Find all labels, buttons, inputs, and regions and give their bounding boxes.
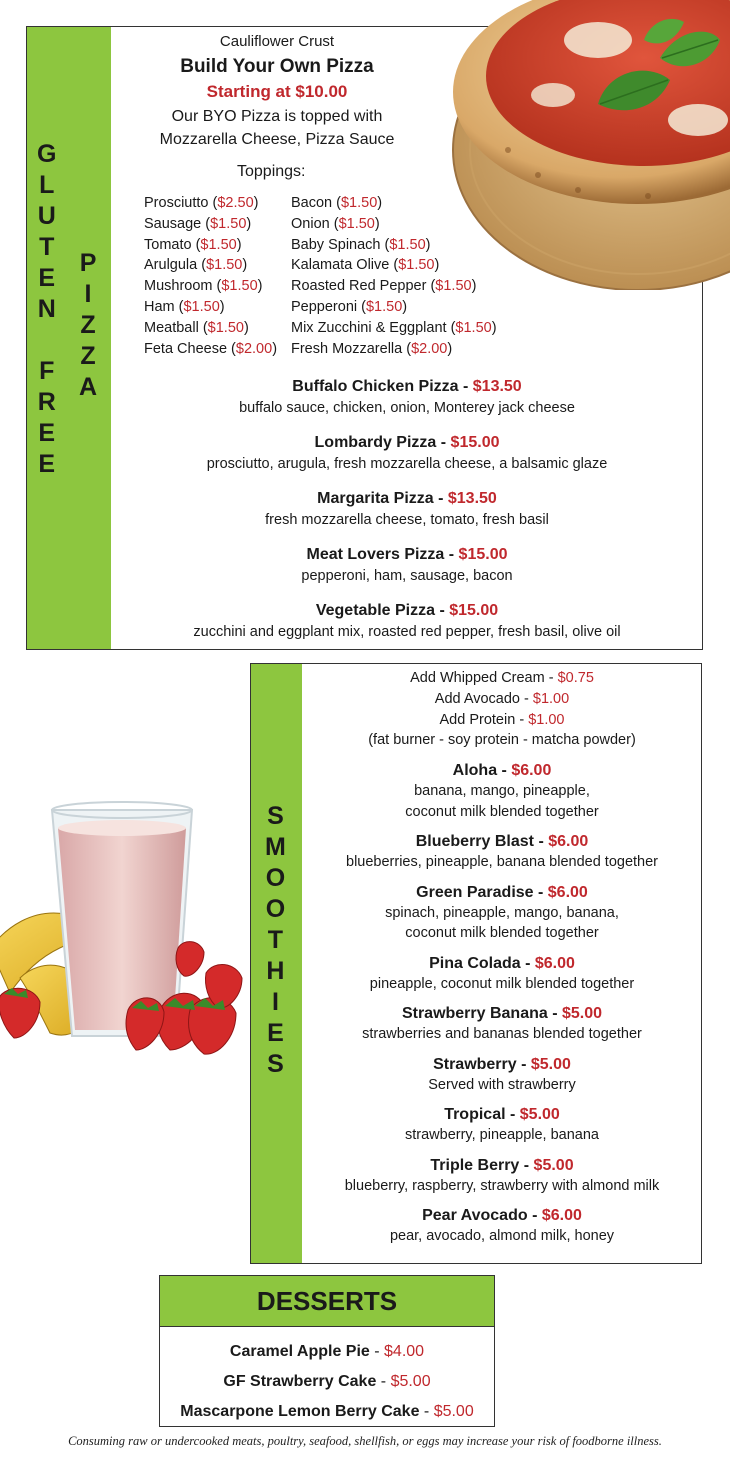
- vertical-letter: T: [267, 926, 284, 954]
- pizza-item-description: buffalo sauce, chicken, onion, Monterey jack cheese: [239, 400, 575, 416]
- price-dash: -: [458, 378, 473, 395]
- topping-item: [144, 255, 277, 276]
- price-dash: -: [419, 1403, 434, 1420]
- topping-item: [144, 235, 277, 256]
- topping-name: Ham: [144, 298, 175, 315]
- dessert-item-name: Caramel Apple Pie: [229, 1343, 370, 1360]
- vertical-letter: N: [37, 295, 56, 323]
- topping-paren-close: ): [243, 319, 249, 336]
- smoothie-item-description: coconut milk blended together: [405, 925, 599, 942]
- vertical-letter: S: [267, 802, 284, 830]
- smoothie-item-title: [302, 1104, 702, 1125]
- topping-paren-close: ): [257, 278, 263, 295]
- addon-note: (fat burner - soy protein - matcha powder): [368, 732, 636, 749]
- pizza-item-description: prosciutto, arugula, fresh mozzarella cheese, a balsamic glaze: [206, 456, 608, 472]
- pizza-item-price: $15.00: [450, 434, 500, 451]
- price-dash: -: [516, 1055, 531, 1073]
- topping-paren-close: ): [471, 278, 477, 295]
- smoothie-item-description: blueberries, pineapple, banana blended together: [346, 854, 658, 871]
- pizza-item-title: [112, 600, 702, 622]
- topping-paren-open: (: [198, 319, 208, 336]
- smoothie-item-description: pineapple, coconut milk blended together: [369, 975, 635, 992]
- topping-paren-open: (: [402, 340, 412, 357]
- price-dash: -: [519, 1156, 534, 1174]
- vertical-letter: E: [38, 450, 56, 478]
- smoothie-item-title: [302, 831, 702, 852]
- topping-paren-open: (: [227, 340, 236, 357]
- smoothie-item-description: coconut milk blended together: [405, 803, 599, 820]
- vertical-letter: G: [37, 140, 57, 168]
- addon-item: [302, 710, 702, 731]
- pizza-item: [112, 376, 702, 418]
- vertical-letter: R: [37, 388, 56, 416]
- topping-item: [291, 276, 497, 297]
- topping-price: $1.50: [455, 319, 492, 336]
- topping-name: Meatball: [144, 319, 199, 336]
- topping-price: $1.50: [221, 278, 258, 295]
- vertical-letter: S: [267, 1050, 284, 1078]
- smoothie-item-name: Green Paradise: [416, 883, 534, 901]
- topping-item: [144, 297, 277, 318]
- vertical-letter: E: [267, 1019, 284, 1047]
- smoothie-item-title: [302, 1155, 702, 1176]
- dessert-item: [160, 1397, 494, 1427]
- price-dash: -: [533, 883, 548, 901]
- topping-paren-open: (: [191, 236, 201, 253]
- topping-paren-close: ): [434, 257, 440, 274]
- smoothie-item-name: Tropical: [444, 1106, 506, 1124]
- topping-paren-close: ): [377, 195, 383, 211]
- pizza-item-name: Margarita Pizza: [317, 490, 434, 507]
- topping-price: $1.50: [340, 195, 378, 211]
- topping-item: [144, 214, 277, 235]
- addon-price: $1.00: [532, 690, 570, 707]
- topping-price: $1.50: [183, 298, 220, 315]
- vertical-letter: T: [39, 233, 55, 261]
- topping-price: $1.50: [206, 257, 243, 274]
- pizza-item-description: fresh mozzarella cheese, tomato, fresh basil: [265, 512, 549, 528]
- smoothie-item: [302, 1205, 702, 1247]
- topping-item: [291, 297, 497, 318]
- topping-name: Fresh Mozzarella: [291, 340, 403, 357]
- price-dash: -: [527, 1207, 542, 1225]
- addon-name: Add Avocado: [434, 690, 520, 707]
- topping-item: [144, 318, 277, 339]
- vertical-letter: H: [266, 957, 285, 985]
- price-dash: -: [435, 602, 450, 619]
- topping-paren-open: (: [389, 257, 399, 274]
- pizza-item: [112, 488, 702, 530]
- smoothie-item: [302, 1104, 702, 1146]
- dessert-item: [160, 1337, 494, 1367]
- topping-name: Onion: [291, 215, 330, 232]
- addon-name: Add Protein: [439, 711, 516, 728]
- smoothie-item-description: banana, mango, pineapple,: [414, 783, 590, 800]
- topping-name: Feta Cheese: [144, 340, 228, 357]
- topping-item: [144, 276, 277, 297]
- vertical-letter: A: [79, 373, 98, 401]
- smoothie-item-name: Strawberry Banana: [401, 1005, 548, 1023]
- pizza-item-title: [112, 432, 702, 454]
- topping-paren-close: ): [236, 236, 242, 253]
- addon-item: [302, 668, 702, 689]
- vertical-letter: I: [84, 280, 92, 308]
- smoothie-item-description: spinach, pineapple, mango, banana,: [385, 904, 619, 921]
- topping-price: $1.50: [398, 257, 435, 274]
- smoothie-item-title: [302, 760, 702, 781]
- topping-item: [291, 318, 497, 339]
- pizza-item: [112, 600, 702, 642]
- byo-description-line1: Our BYO Pizza is topped with: [171, 108, 383, 125]
- topping-paren-close: ): [219, 298, 225, 315]
- price-dash: -: [444, 546, 459, 563]
- smoothie-item-title: [302, 953, 702, 974]
- toppings-column-2: [291, 193, 497, 359]
- pizza-item-description: zucchini and eggplant mix, roasted red pepper, fresh basil, olive oil: [193, 624, 621, 640]
- smoothie-item-description: strawberry, pineapple, banana: [405, 1127, 599, 1144]
- smoothie-item: [302, 1003, 702, 1045]
- topping-paren-open: (: [174, 298, 184, 315]
- topping-name: Prosciutto: [144, 195, 209, 211]
- topping-paren-close: ): [374, 215, 380, 232]
- topping-paren-close: ): [491, 319, 497, 336]
- topping-price: $2.00: [235, 340, 273, 357]
- topping-paren-close: ): [253, 195, 259, 211]
- topping-name: Roasted Red Pepper: [291, 278, 427, 295]
- pizza-item-price: $13.50: [447, 490, 497, 507]
- smoothie-item-description: pear, avocado, almond milk, honey: [389, 1228, 615, 1245]
- price-dash: -: [547, 1005, 562, 1023]
- byo-title: Build Your Own Pizza: [180, 56, 374, 77]
- dessert-item-price: $5.00: [390, 1373, 431, 1390]
- price-dash: -: [369, 1343, 385, 1360]
- smoothie-item-description: strawberries and bananas blended together: [362, 1026, 642, 1043]
- topping-paren-open: (: [426, 278, 436, 295]
- pizza-item-name: Meat Lovers Pizza: [306, 546, 445, 563]
- topping-paren-open: (: [212, 278, 222, 295]
- smoothie-item: [302, 953, 702, 995]
- toppings-title: Toppings:: [237, 163, 306, 180]
- smoothie-item-price: $6.00: [511, 762, 552, 780]
- topping-name: Tomato: [144, 236, 192, 253]
- smoothie-item-title: [302, 1205, 702, 1226]
- vertical-letter: U: [37, 202, 56, 230]
- desserts-header: DESSERTS: [159, 1275, 495, 1327]
- topping-paren-close: ): [425, 236, 431, 253]
- smoothie-item: [302, 1054, 702, 1096]
- topping-price: $1.50: [207, 319, 244, 336]
- byo-description-line2: Mozzarella Cheese, Pizza Sauce: [159, 131, 395, 148]
- topping-name: Mix Zucchini & Eggplant: [291, 319, 447, 336]
- topping-name: Pepperoni: [291, 298, 358, 315]
- price-dash: -: [497, 762, 512, 780]
- topping-name: Sausage: [144, 215, 202, 232]
- smoothie-item: [302, 760, 702, 822]
- topping-item: [291, 235, 497, 256]
- smoothie-item-name: Blueberry Blast: [415, 833, 534, 851]
- pizza-item-name: Vegetable Pizza: [315, 602, 435, 619]
- topping-price: $1.50: [435, 278, 472, 295]
- pizza-item-price: $15.00: [458, 546, 508, 563]
- desserts-list: [159, 1326, 495, 1427]
- smoothie-item: [302, 831, 702, 873]
- topping-paren-close: ): [242, 257, 248, 274]
- price-dash: -: [520, 954, 535, 972]
- smoothie-image: [0, 788, 252, 1068]
- vertical-letter: P: [79, 249, 97, 277]
- topping-paren-open: (: [329, 215, 339, 232]
- addon-item: [302, 689, 702, 710]
- topping-price: $2.00: [411, 340, 448, 357]
- smoothie-item-price: $5.00: [519, 1106, 560, 1124]
- topping-price: $1.50: [200, 236, 237, 253]
- topping-paren-open: (: [208, 195, 218, 211]
- dessert-item-price: $5.00: [433, 1403, 474, 1420]
- topping-price: $2.50: [217, 195, 254, 211]
- topping-name: Kalamata Olive: [291, 257, 390, 274]
- smoothie-item-description: blueberry, raspberry, strawberry with almond milk: [344, 1177, 660, 1194]
- smoothie-item-name: Pina Colada: [429, 954, 521, 972]
- topping-paren-close: ): [402, 298, 408, 315]
- vertical-letter: I: [271, 988, 279, 1016]
- smoothie-item-price: $6.00: [534, 954, 575, 972]
- topping-name: Arulgula: [144, 257, 198, 274]
- vertical-letter: Z: [80, 342, 96, 370]
- pizza-item-price: $15.00: [449, 602, 499, 619]
- topping-paren-close: ): [246, 215, 252, 232]
- smoothie-item-price: $5.00: [562, 1005, 603, 1023]
- pizza-item-title: [112, 488, 702, 510]
- pizza-vertical-label: [79, 248, 97, 403]
- vertical-letter: L: [39, 171, 55, 199]
- topping-paren-open: (: [201, 215, 211, 232]
- addon-name: Add Whipped Cream: [410, 670, 545, 686]
- smoothie-item: [302, 1155, 702, 1197]
- topping-paren-open: (: [357, 298, 366, 315]
- gluten-free-vertical-label: [37, 139, 56, 480]
- topping-item: [291, 214, 497, 235]
- price-dash: -: [515, 711, 529, 728]
- pizza-item-description: pepperoni, ham, sausage, bacon: [301, 568, 513, 584]
- vertical-letter: O: [265, 895, 286, 923]
- addon-price: $0.75: [557, 670, 594, 686]
- smoothies-side-bar: [251, 664, 302, 1263]
- smoothie-item-title: [302, 882, 702, 903]
- price-dash: -: [376, 1373, 391, 1390]
- topping-item: [291, 255, 497, 276]
- smoothie-item-description: Served with strawberry: [428, 1076, 576, 1093]
- topping-paren-open: (: [197, 257, 207, 274]
- topping-item: [144, 193, 277, 214]
- vertical-letter: Z: [80, 311, 96, 339]
- topping-name: Mushroom: [144, 278, 213, 295]
- byo-starting-price: Starting at $10.00: [206, 82, 348, 101]
- vertical-letter: F: [39, 357, 55, 385]
- pizza-items-list: [112, 376, 702, 656]
- topping-name: Bacon: [291, 195, 333, 211]
- foodborne-illness-disclaimer: Consuming raw or undercooked meats, poultry, seafood, shellfish, or eggs may increase your risk of foodborne illness.: [68, 1434, 662, 1448]
- topping-paren-close: ): [447, 340, 453, 357]
- smoothie-item-price: $6.00: [548, 833, 589, 851]
- price-dash: -: [505, 1106, 520, 1124]
- smoothie-item-price: $6.00: [541, 1207, 582, 1225]
- pizza-item-name: Lombardy Pizza: [314, 434, 437, 451]
- smoothie-item-price: $5.00: [530, 1055, 571, 1073]
- smoothie-item: [302, 882, 702, 944]
- pizza-item: [112, 544, 702, 586]
- price-dash: -: [520, 690, 533, 707]
- topping-paren-close: ): [272, 340, 278, 357]
- dessert-item-name: Mascarpone Lemon Berry Cake: [180, 1403, 420, 1420]
- smoothie-item-price: $6.00: [547, 883, 588, 901]
- addon-price: $1.00: [528, 711, 565, 728]
- vertical-letter: M: [265, 833, 286, 861]
- smoothie-items-list: [302, 668, 702, 1247]
- smoothie-item-name: Triple Berry: [430, 1156, 520, 1174]
- topping-paren-open: (: [380, 236, 390, 253]
- topping-item: [291, 339, 497, 360]
- toppings-column-1: [144, 193, 277, 359]
- price-dash: -: [544, 670, 558, 686]
- vertical-letter: E: [38, 419, 56, 447]
- pizza-item-price: $13.50: [472, 378, 522, 395]
- smoothie-item-name: Aloha: [452, 762, 498, 780]
- pizza-item-title: [112, 544, 702, 566]
- topping-price: $1.50: [365, 298, 403, 315]
- smoothie-item-title: [302, 1003, 702, 1024]
- topping-price: $1.50: [389, 236, 426, 253]
- smoothie-item-price: $5.00: [533, 1156, 574, 1174]
- topping-item: [144, 339, 277, 360]
- pizza-item-name: Buffalo Chicken Pizza: [292, 378, 459, 395]
- dessert-item-price: $4.00: [384, 1343, 425, 1360]
- pizza-item: [112, 432, 702, 474]
- smoothies-vertical-label: [265, 801, 286, 1080]
- price-dash: -: [433, 490, 448, 507]
- price-dash: -: [436, 434, 451, 451]
- pizza-item-title: [112, 376, 702, 398]
- dessert-item-name: GF Strawberry Cake: [223, 1373, 377, 1390]
- smoothie-item-title: [302, 1054, 702, 1075]
- topping-price: $1.50: [210, 215, 247, 232]
- topping-name: Baby Spinach: [291, 236, 381, 253]
- smoothie-item-name: Pear Avocado: [422, 1207, 528, 1225]
- pizza-side-bar: [27, 27, 111, 649]
- topping-item: [291, 193, 497, 214]
- topping-price: $1.50: [338, 215, 375, 232]
- dessert-item: [160, 1367, 494, 1397]
- price-dash: -: [534, 833, 549, 851]
- byo-crust-subtitle: Cauliflower Crust: [219, 33, 335, 50]
- vertical-letter: O: [265, 864, 286, 892]
- topping-paren-open: (: [446, 319, 456, 336]
- topping-paren-open: (: [332, 195, 341, 211]
- vertical-letter: E: [38, 264, 56, 292]
- smoothie-item-name: Strawberry: [433, 1055, 517, 1073]
